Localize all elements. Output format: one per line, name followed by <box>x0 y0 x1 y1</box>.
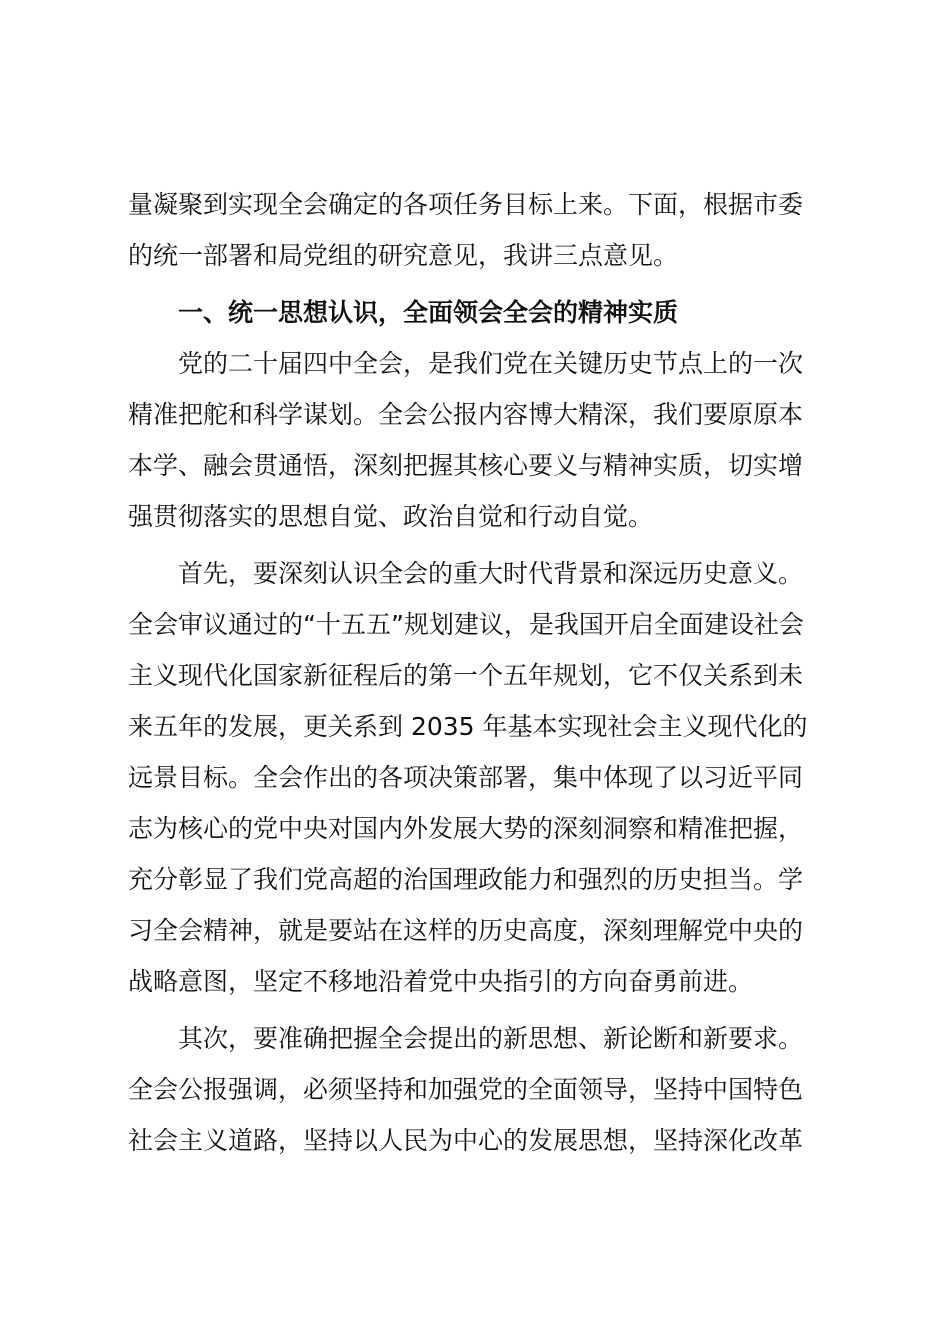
body-line: 强贯彻落实的思想自觉、政治自觉和行动自觉。 <box>128 502 654 531</box>
paragraph-first-line: 党的二十届四中全会，是我们党在关键历史节点上的一次 <box>178 349 804 378</box>
body-line: 本学、融会贯通悟，深刻把握其核心要义与精神实质，切实增 <box>128 451 804 480</box>
body-line: 远景目标。全会作出的各项决策部署，集中体现了以习近平同 <box>128 763 804 792</box>
body-line: 主义现代化国家新征程后的第一个五年规划，它不仅关系到未 <box>128 661 804 690</box>
body-line: 来五年的发展，更关系到 2035 年基本实现社会主义现代化的 <box>128 712 808 741</box>
body-line: 量凝聚到实现全会确定的各项任务目标上来。下面，根据市委 <box>128 190 804 219</box>
document-body <box>128 190 818 1155</box>
body-line: 全会审议通过的“十五五”规划建议，是我国开启全面建设社会 <box>128 610 804 639</box>
body-line: 充分彰显了我们党高超的治国理政能力和强烈的历史担当。学 <box>128 865 804 894</box>
body-line: 的统一部署和局党组的研究意见，我讲三点意见。 <box>128 241 679 270</box>
body-line: 精准把舵和科学谋划。全会公报内容博大精深，我们要原原本 <box>128 400 804 429</box>
section-heading: 一、统一思想认识，全面领会全会的精神实质 <box>178 298 679 327</box>
paragraph-first-line: 首先，要深刻认识全会的重大时代背景和深远历史意义。 <box>178 559 804 588</box>
body-line: 战略意图，坚定不移地沿着党中央指引的方向奋勇前进。 <box>128 967 754 996</box>
body-line: 习全会精神，就是要站在这样的历史高度，深刻理解党中央的 <box>128 916 804 945</box>
body-line: 志为核心的党中央对国内外发展大势的深刻洞察和精准把握， <box>128 814 804 843</box>
body-line: 社会主义道路，坚持以人民为中心的发展思想，坚持深化改革 <box>128 1126 804 1155</box>
body-line: 全会公报强调，必须坚持和加强党的全面领导，坚持中国特色 <box>128 1075 804 1104</box>
paragraph-first-line: 其次，要准确把握全会提出的新思想、新论断和新要求。 <box>178 1024 804 1053</box>
